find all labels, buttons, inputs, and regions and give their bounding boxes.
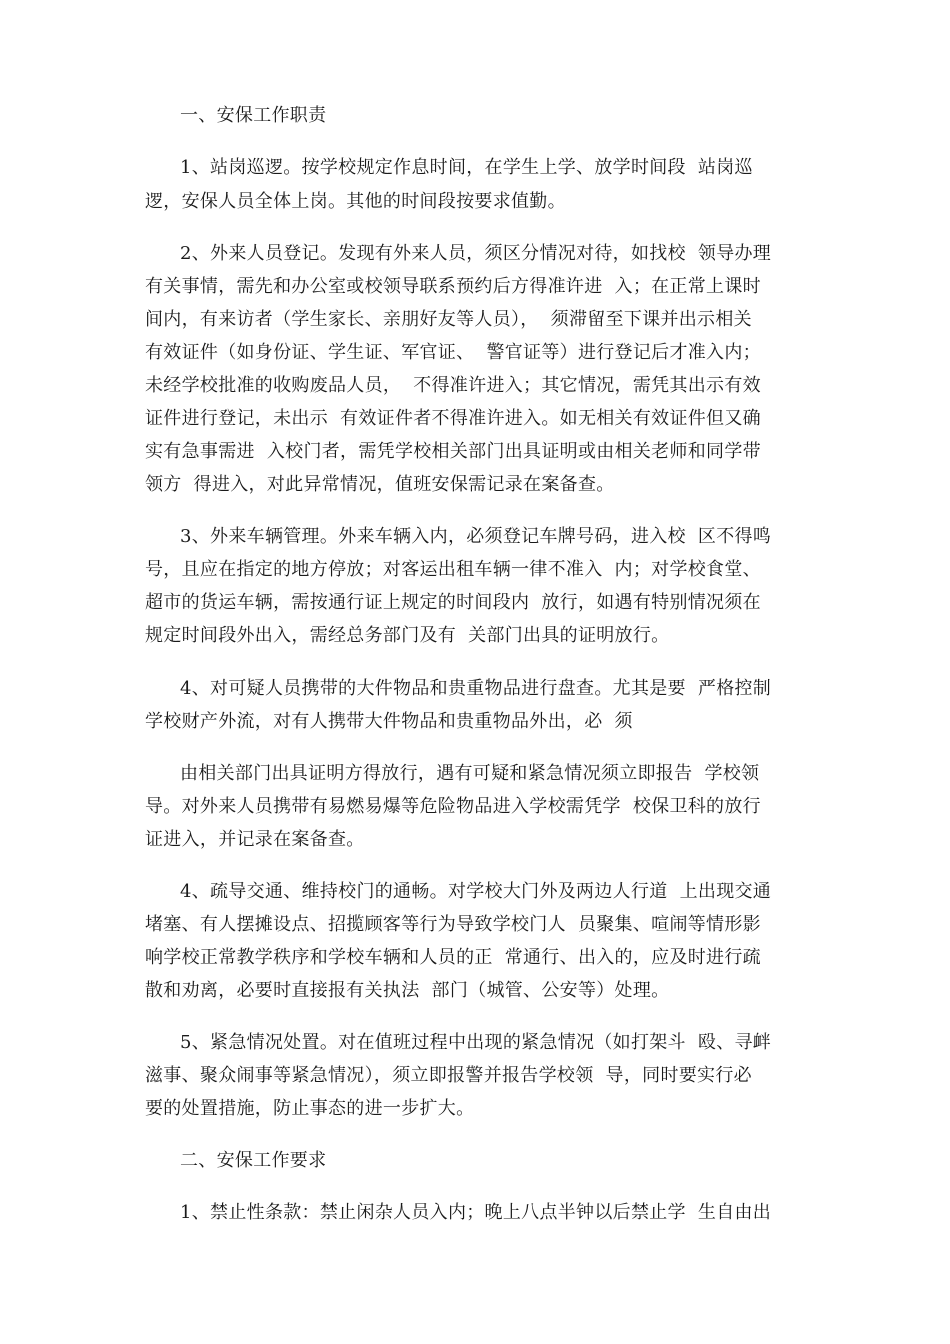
paragraph-line: 规定时间段外出入，需经总务部门及有 关部门出具的证明放行。 — [145, 625, 670, 646]
paragraph-line: 1、站岗巡逻。按学校规定作息时间，在学生上学、放学时间段 站岗巡 — [180, 157, 753, 178]
paragraph-line: 滋事、聚众闹事等紧急情况），须立即报警并报告学校领 导，同时要实行必 — [145, 1065, 752, 1086]
paragraph-line: 学校财产外流，对有人携带大件物品和贵重物品外出，必 须 — [145, 711, 633, 732]
paragraph-line: 逻，安保人员全体上岗。其他的时间段按要求值勤。 — [145, 191, 566, 212]
paragraph-line: 5、紧急情况处置。对在值班过程中出现的紧急情况（如打架斗 殴、寻衅 — [180, 1032, 772, 1053]
paragraph-line: 证件进行登记，未出示 有效证件者不得准许进入。如无相关有效证件但又确 — [145, 408, 761, 429]
paragraph-line: 2、外来人员登记。发现有外来人员，须区分情况对待，如找校 领导办理 — [180, 243, 772, 264]
section-heading-security-requirements: 二、安保工作要求 — [180, 1150, 327, 1171]
paragraph-line: 堵塞、有人摆摊设点、招揽顾客等行为导致学校门人 员聚集、喧闹等情形影 — [145, 914, 761, 935]
paragraph-line: 由相关部门出具证明方得放行，遇有可疑和紧急情况须立即报告 学校领 — [180, 763, 760, 784]
paragraph-line: 证进入，并记录在案备查。 — [145, 829, 365, 850]
paragraph-line: 实有急事需进 入校门者，需凭学校相关部门出具证明或由相关老师和同学带 — [145, 441, 761, 462]
paragraph-line: 领方 得进入，对此异常情况，值班安保需记录在案备查。 — [145, 474, 615, 495]
paragraph-line: 导。对外来人员携带有易燃易爆等危险物品进入学校需凭学 校保卫科的放行 — [145, 796, 761, 817]
paragraph-line: 间内，有来访者（学生家长、亲朋好友等人员）， 须滞留至下课并出示相关 — [145, 309, 752, 330]
paragraph-line: 未经学校批准的收购废品人员， 不得准许进入；其它情况，需凭其出示有效 — [145, 375, 761, 396]
paragraph-line: 要的处置措施，防止事态的进一步扩大。 — [145, 1098, 475, 1119]
paragraph-line: 号，且应在指定的地方停放；对客运出租车辆一律不准入 内；对学校食堂、 — [145, 559, 761, 580]
section-heading-security-duties: 一、安保工作职责 — [180, 105, 327, 126]
paragraph-line: 1、禁止性条款：禁止闲杂人员入内；晚上八点半钟以后禁止学 生自由出 — [180, 1202, 772, 1223]
paragraph-line: 4、对可疑人员携带的大件物品和贵重物品进行盘查。尤其是要 严格控制 — [180, 678, 772, 699]
paragraph-line: 超市的货运车辆，需按通行证上规定的时间段内 放行，如遇有特别情况须在 — [145, 592, 761, 613]
paragraph-line: 3、外来车辆管理。外来车辆入内，必须登记车牌号码，进入校 区不得鸣 — [180, 526, 772, 547]
paragraph-line: 散和劝离，必要时直接报有关执法 部门（城管、公安等）处理。 — [145, 980, 670, 1001]
paragraph-line: 响学校正常教学秩序和学校车辆和人员的正 常通行、出入的，应及时进行疏 — [145, 947, 761, 968]
paragraph-line: 有关事情，需先和办公室或校领导联系预约后方得准许进 入；在正常上课时 — [145, 276, 761, 297]
paragraph-line: 有效证件（如身份证、学生证、军官证、 警官证等）进行登记后才准入内； — [145, 342, 761, 363]
paragraph-line: 4、疏导交通、维持校门的通畅。对学校大门外及两边人行道 上出现交通 — [180, 881, 772, 902]
